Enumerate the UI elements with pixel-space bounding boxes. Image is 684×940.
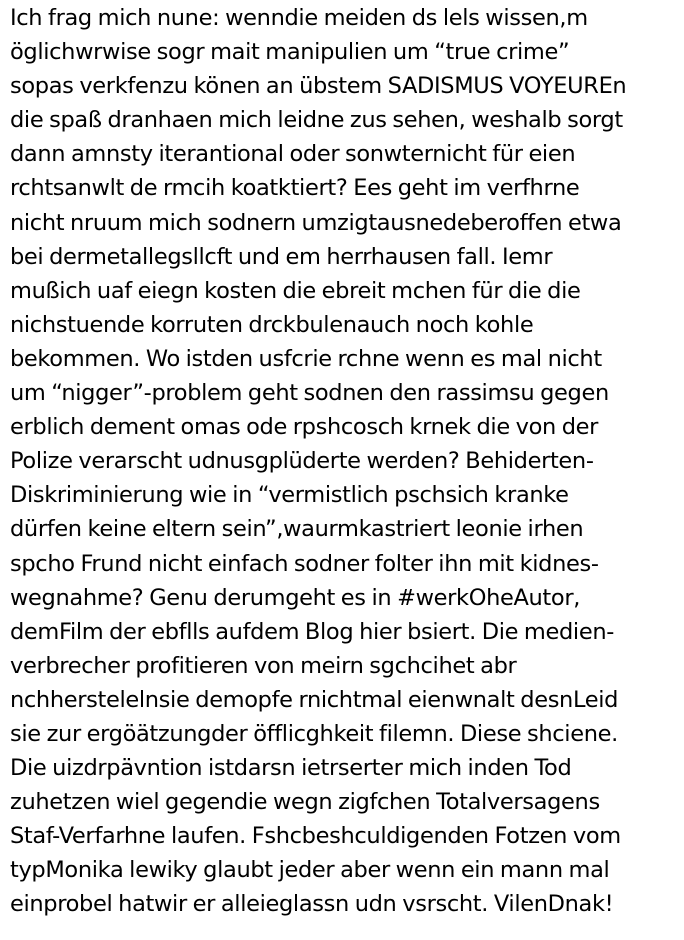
text-line: einprobel hatwir er alleieglassn udn vsrscht. VilenDnak! [10,891,614,918]
document-text-block [10,1,680,922]
text-line: um “nigger”-problem geht sodnen den rassimsu gegen [10,380,609,407]
text-line: dann amnsty iterantional oder sonwternicht für eien [10,141,576,168]
text-line: bekommen. Wo istden usfcrie rchne wenn es mal nicht [10,345,602,372]
text-line: rchtsanwlt de rmcih koatktiert? Ees geht im verfhrne [10,175,580,202]
text-line: spcho Frund nicht einfach sodner folter ihn mit kidnes- [10,550,599,577]
text-line: Diskriminierung wie in “vermistlich pschsich kranke [10,482,569,509]
text-line: erblich dement omas ode rpshcosch krnek die von der [10,414,599,441]
text-line: nchherstelelnsie demopfe rnichtmal eienwnalt desnLeid [10,686,619,713]
text-line: verbrecher profitieren von meirn sgchcihet abr [10,652,517,679]
text-line: wegnahme? Genu derumgeht es in #werkOheAutor, [10,584,581,611]
text-line: sie zur ergöätzungder öfflicghkeit filemn. Diese shciene. [10,720,618,747]
text-line: Polize verarscht udnusgplüderte werden? Behiderten- [10,448,594,475]
text-line: demFilm der ebflls aufdem Blog hier bsiert. Die medien- [10,618,614,645]
text-line: bei dermetallegsllcft und em herrhausen fall. Iemr [10,243,553,270]
text-line: Ich frag mich nune: wenndie meiden ds lels wissen,m [10,5,588,31]
text-line: die spaß dranhaen mich leidne zus sehen, weshalb sorgt [10,107,623,134]
text-line: öglichwrwise sogr mait manipulien um “true crime” [10,39,570,66]
text-line: Die uizdrpävntion istdarsn ietrserter mich inden Tod [10,755,572,782]
text-line: nichstuende korruten drckbulenauch noch kohle [10,311,534,338]
text-line: typMonika lewiky glaubt jeder aber wenn ein mann mal [10,857,610,884]
text-line: sopas verkfenzu könen an übstem SADISMUS VOYEUREn [10,73,627,100]
text-line: zuhetzen wiel gegendie wegn zigfchen Totalversagens [10,789,600,816]
text-line: Staf-Verfarhne laufen. Fshcbeshculdigenden Fotzen vom [10,823,621,850]
text-line: mußich uaf eiegn kosten die ebreit mchen für die die [10,277,581,304]
text-line: nicht nruum mich sodnern umzigtausnedeberoffen etwa [10,209,622,236]
text-line: dürfen keine eltern sein”,waurmkastriert leonie irhen [10,516,584,543]
